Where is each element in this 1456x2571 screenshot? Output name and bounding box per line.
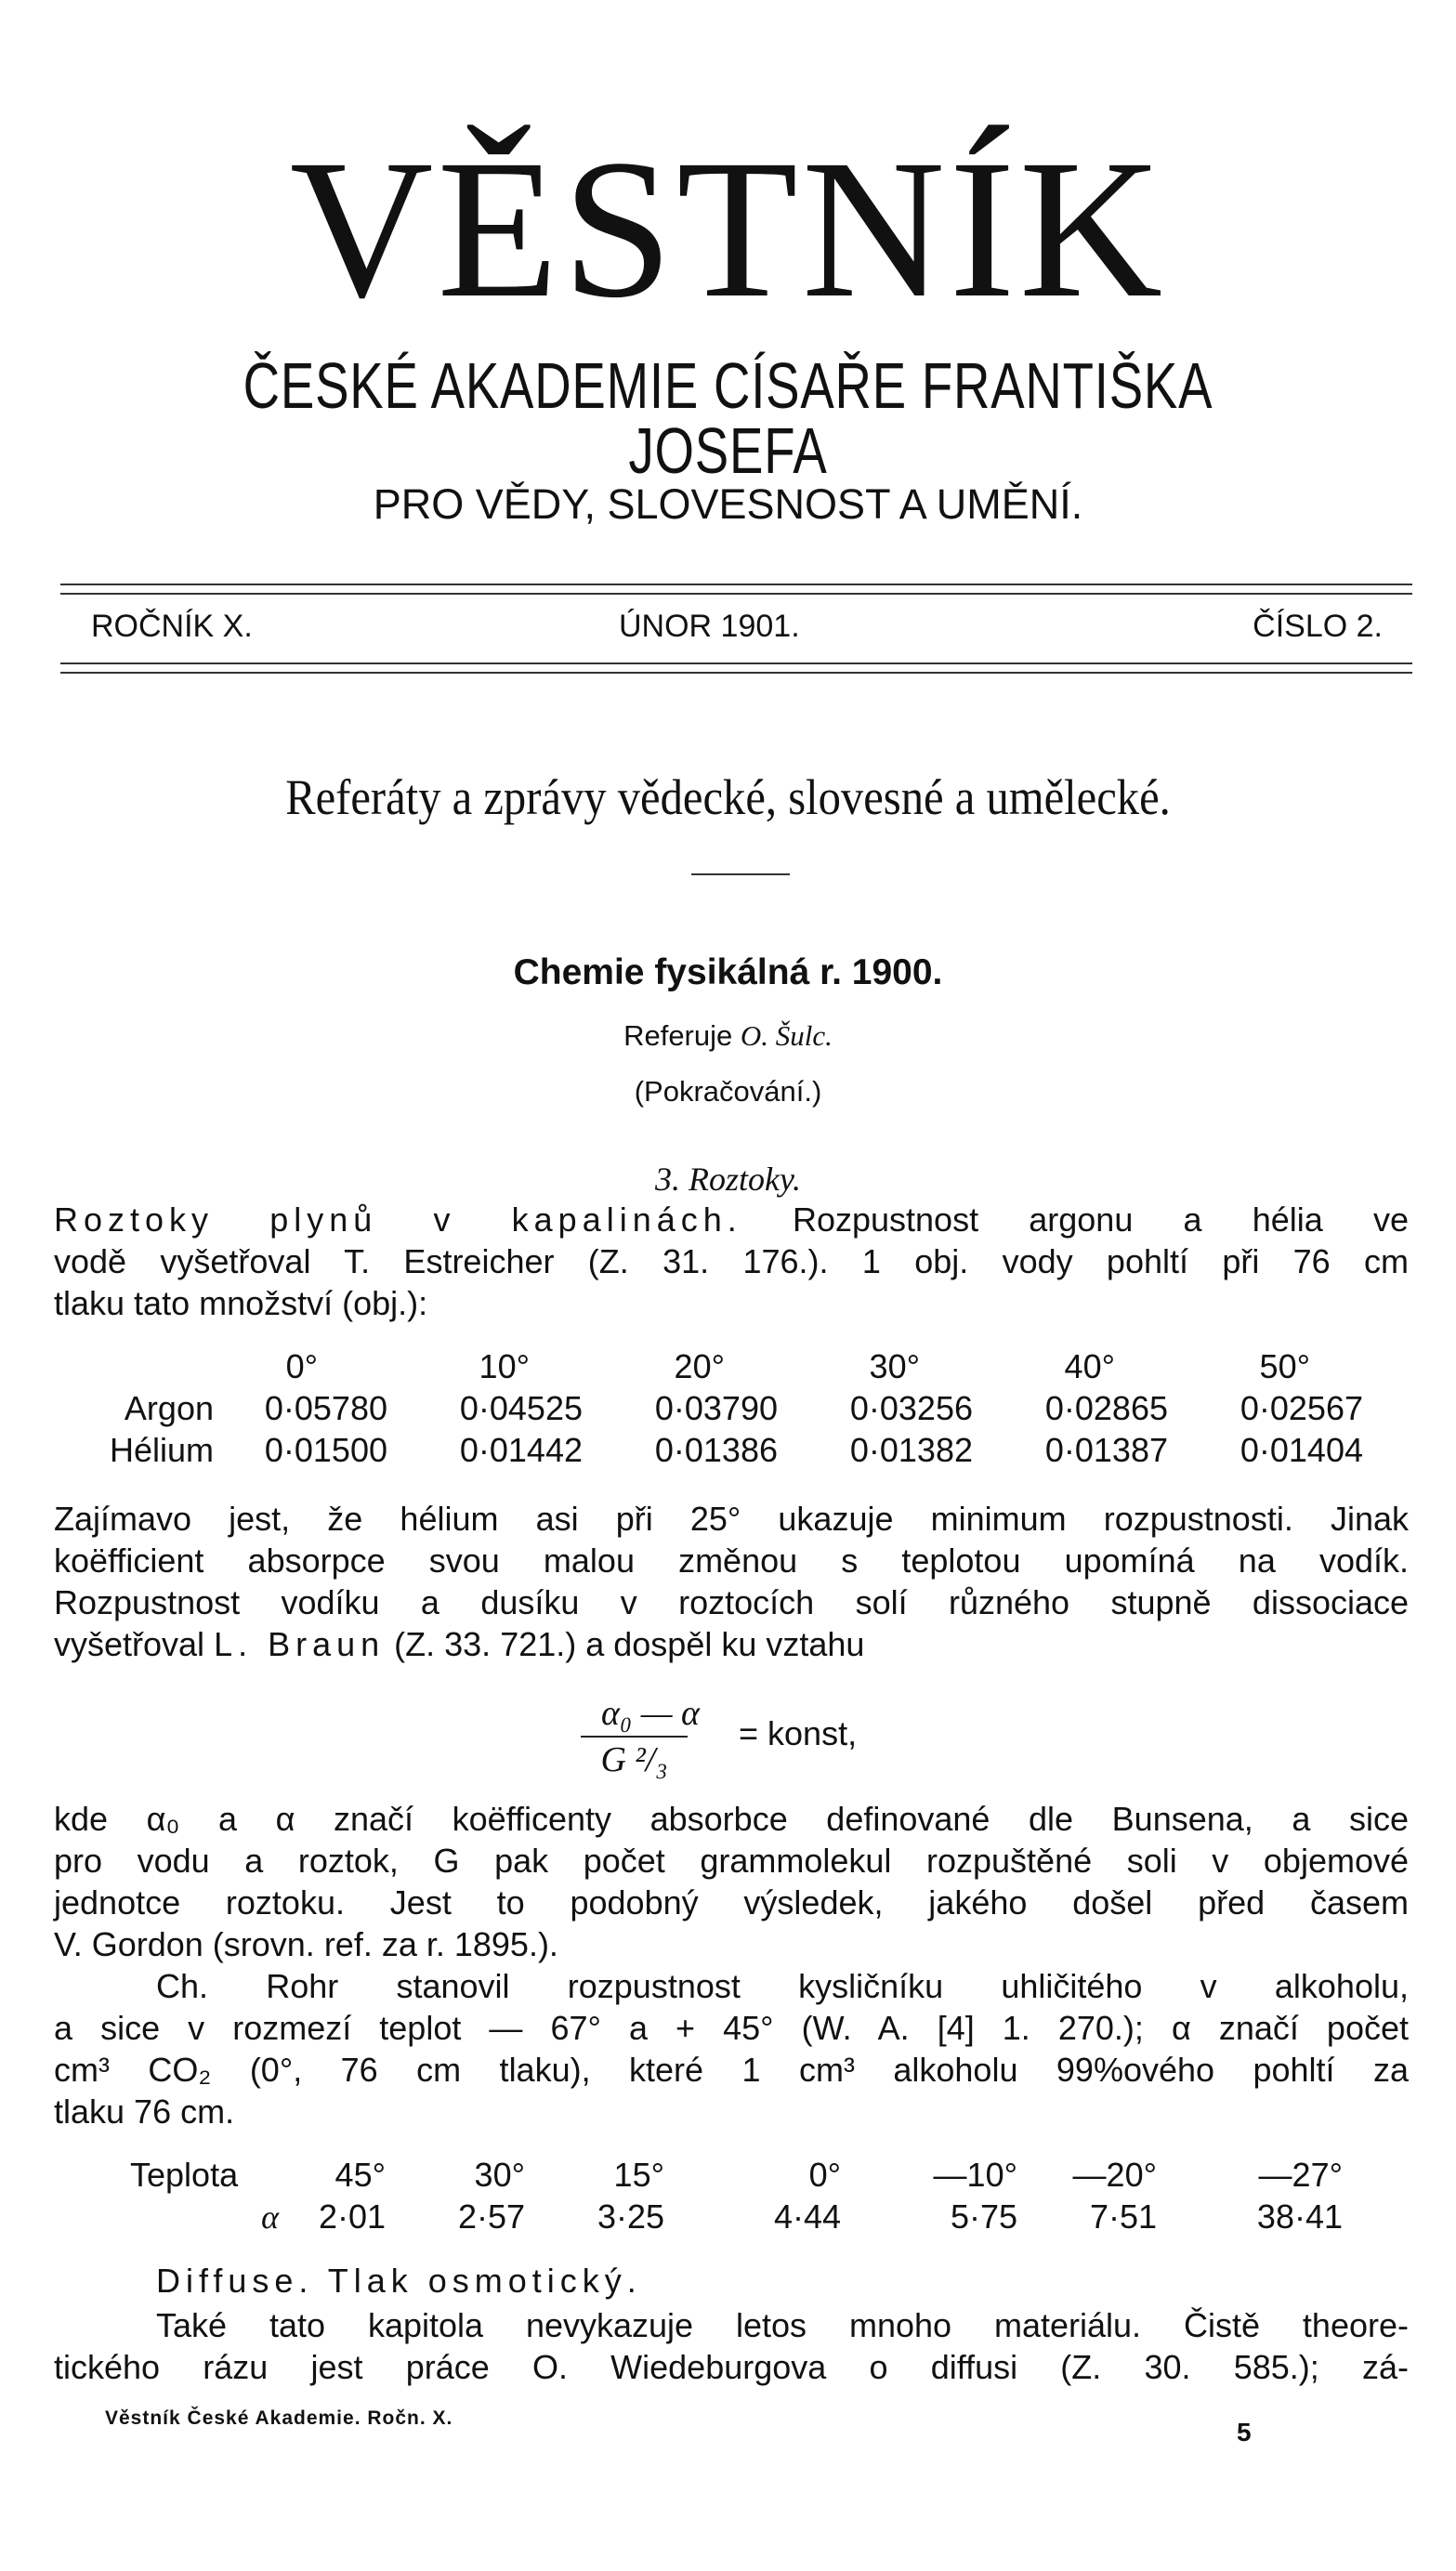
volume-label: ROČNÍK X. xyxy=(91,609,253,644)
para3-line6: a sice v rozmezí teplot — 67° a + 45° (W. A. [4] 1. 270.); α značí počet xyxy=(54,2009,1409,2047)
table1-header: 20° xyxy=(674,1347,725,1385)
table1-row-label: Hélium xyxy=(109,1431,214,1469)
para1-line1-rest: Rozpustnost argonu a hélia ve xyxy=(741,1200,1409,1239)
reporter-name: O. Šulc. xyxy=(740,1019,833,1052)
table2-row-label: Teplota xyxy=(130,2156,239,2194)
table2-alpha: 4·44 xyxy=(773,2197,841,2236)
table2-temp: —20° xyxy=(1072,2156,1157,2194)
table2-temp: 30° xyxy=(474,2156,525,2194)
table2-alpha: 2·01 xyxy=(318,2197,386,2236)
para3-line3: jednotce roztoku. Jest to podobný výsledek, jakého došel před časem xyxy=(54,1883,1409,1922)
section-divider xyxy=(691,873,790,875)
table1-cell: 0·01442 xyxy=(459,1431,583,1469)
article-title: Chemie fysikálná r. 1900. xyxy=(513,952,943,992)
solubility-table xyxy=(0,1347,1456,1477)
page-number: 5 xyxy=(1237,2418,1252,2446)
table1-cell: 0·05780 xyxy=(264,1389,387,1427)
table2-temp: 45° xyxy=(334,2156,386,2194)
table1-header: 10° xyxy=(479,1347,530,1385)
formula-rhs: = konst, xyxy=(739,1714,858,1752)
para3-line5: Ch. Rohr stanovil rozpustnost kysličníku uhličitého v alkoholu, xyxy=(156,1967,1409,2005)
table2-row-label: α xyxy=(261,2198,279,2236)
table2-alpha: 7·51 xyxy=(1089,2197,1157,2236)
table2-alpha: 2·57 xyxy=(457,2197,525,2236)
co2-table xyxy=(0,2156,1456,2244)
table1-header: 30° xyxy=(869,1347,920,1385)
para2-line4 xyxy=(54,1623,1409,1665)
bottom-rule-1 xyxy=(60,662,1412,664)
para2-line3: Rozpustnost vodíku a dusíku v roztocích solí různého stupně dissociace xyxy=(54,1583,1409,1621)
table2-alpha: 38·41 xyxy=(1256,2197,1343,2236)
table1-header: 50° xyxy=(1259,1347,1310,1385)
formula-denominator: G ²/₃ xyxy=(600,1740,668,1779)
table1-row-label: Argon xyxy=(124,1389,214,1427)
table2-temp: 0° xyxy=(808,2156,841,2194)
bottom-rule-2 xyxy=(60,672,1412,674)
para1-line3: tlaku tato množství (obj.): xyxy=(54,1284,428,1322)
table1-cell: 0·01387 xyxy=(1044,1431,1168,1469)
para3-line2: pro vodu a roztok, G pak počet grammolekul rozpuštěné soli v objemové xyxy=(54,1842,1409,1880)
formula-numerator: α₀ — α xyxy=(601,1694,700,1733)
journal-subtitle: ČESKÉ AKADEMIE CÍSAŘE FRANTIŠKA JOSEFA xyxy=(243,349,1213,487)
journal-title: VĚSTNÍK xyxy=(289,119,1167,339)
journal-subtitle-2: PRO VĚDY, SLOVESNOST A UMĚNÍ. xyxy=(373,480,1083,528)
table1-cell: 0·02567 xyxy=(1240,1389,1363,1427)
para1-line1 xyxy=(54,1199,1409,1240)
table1-cell: 0·01386 xyxy=(654,1431,778,1469)
issue-number: ČÍSLO 2. xyxy=(1253,609,1383,644)
para1-line2: vodě vyšetřoval T. Estreicher (Z. 31. 176.). 1 obj. vody pohltí při 76 cm xyxy=(54,1242,1409,1280)
table1-cell: 0·03256 xyxy=(849,1389,973,1427)
reporter-prefix: Referuje xyxy=(623,1019,733,1052)
formula-fraction-bar xyxy=(581,1736,688,1738)
issue-row xyxy=(91,609,1383,655)
para2-line4-a: vyšetřoval xyxy=(54,1625,215,1663)
top-rule-2 xyxy=(60,593,1412,595)
para2-line1: Zajímavo jest, že hélium asi při 25° ukazuje minimum rozpustnosti. Jinak xyxy=(54,1500,1409,1538)
para3-line1: kde α₀ a α značí koëfficenty absorbce definované dle Bunsena, a sice xyxy=(54,1800,1409,1838)
top-rule-1 xyxy=(60,584,1412,585)
table2-temp: —27° xyxy=(1258,2156,1343,2194)
table1-cell: 0·01404 xyxy=(1240,1431,1363,1469)
para2-line2: koëfficient absorpce svou malou změnou s teplotou upomíná na vodík. xyxy=(54,1541,1409,1580)
table1-cell: 0·04525 xyxy=(459,1389,583,1427)
issue-date: ÚNOR 1901. xyxy=(619,609,800,644)
article-reporter xyxy=(0,1019,1456,1053)
table2-temp: 15° xyxy=(613,2156,664,2194)
table1-header: 0° xyxy=(285,1347,318,1385)
table2-alpha: 5·75 xyxy=(950,2197,1017,2236)
author-braun: L. Braun xyxy=(214,1625,386,1663)
table2-alpha: 3·25 xyxy=(597,2197,664,2236)
diffuse-heading: Diffuse. Tlak osmotický. xyxy=(156,2262,642,2300)
table1-cell: 0·01382 xyxy=(849,1431,973,1469)
term-roztoky-plynu: Roztoky plynů v kapalinách. xyxy=(54,1200,742,1239)
table2-temp: —10° xyxy=(933,2156,1017,2194)
para4-line1: Také tato kapitola nevykazuje letos mnoho materiálu. Čistě theore- xyxy=(156,2306,1409,2344)
continuation-note: (Pokračování.) xyxy=(634,1075,822,1108)
section-title: Referáty a zprávy vědecké, slovesné a umělecké. xyxy=(285,769,1171,825)
para3-line7: cm³ CO₂ (0°, 76 cm tlaku), které 1 cm³ alkoholu 99%ového pohltí za xyxy=(54,2051,1409,2089)
table1-header: 40° xyxy=(1064,1347,1115,1385)
para3-line8: tlaku 76 cm. xyxy=(54,2092,235,2131)
para2-line4-b: (Z. 33. 721.) a dospěl ku vztahu xyxy=(385,1625,865,1663)
table1-cell: 0·03790 xyxy=(654,1389,778,1427)
footer-journal: Věstník České Akademie. Ročn. X. xyxy=(105,2407,453,2429)
table1-cell: 0·01500 xyxy=(264,1431,387,1469)
para3-line4: V. Gordon (srovn. ref. za r. 1895.). xyxy=(54,1925,558,1963)
para4-line2: tického rázu jest práce O. Wiedeburgova o diffusi (Z. 30. 585.); zá- xyxy=(54,2348,1409,2386)
table1-cell: 0·02865 xyxy=(1044,1389,1168,1427)
subsection-heading: 3. Roztoky. xyxy=(655,1161,801,1198)
